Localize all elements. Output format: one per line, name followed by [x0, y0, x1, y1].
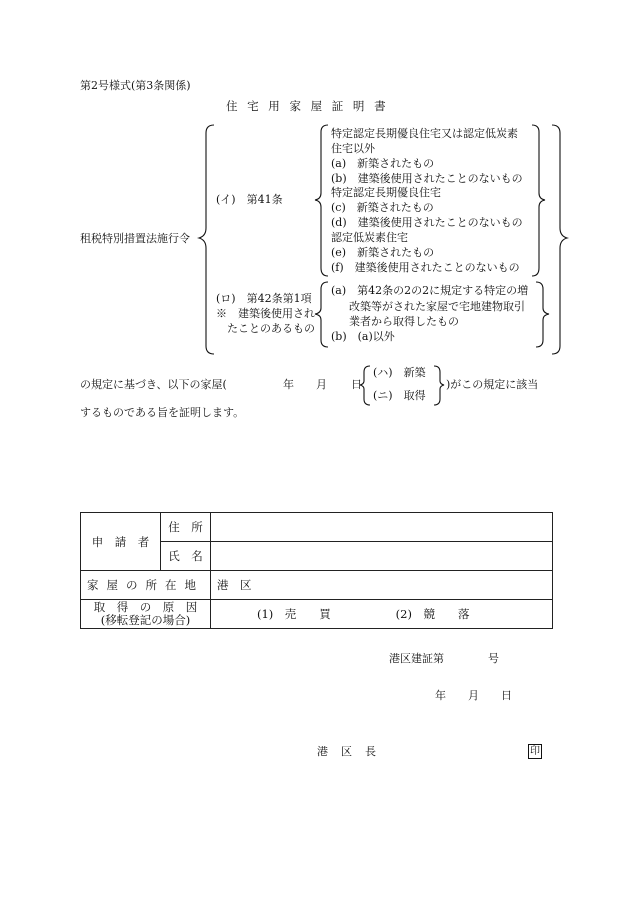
i-option-2: (a) 新築されたもの: [331, 157, 435, 170]
sentence-month: 月: [316, 378, 327, 391]
i-option-0: 特定認定長期優良住宅又は認定低炭素: [331, 127, 518, 140]
address-field[interactable]: [211, 513, 553, 542]
address-label: 住 所: [161, 513, 211, 542]
cause-note: (移転登記の場合): [100, 613, 191, 627]
option-ni: (ニ) 取得: [373, 389, 426, 402]
cause-option-sale[interactable]: (1) 売 買: [257, 607, 331, 621]
sentence-part1: の規定に基づき、以下の家屋(: [80, 378, 227, 391]
clause-ro-line1: (ロ) 第42条第1項: [216, 292, 312, 305]
i-option-6: (d) 建築後使用されたことのないもの: [331, 216, 523, 229]
ro-option-3: (b) (a)以外: [331, 330, 395, 343]
applicant-label: 申 請 者: [81, 513, 161, 571]
ro-option-2: 業者から取得したもの: [349, 315, 459, 328]
document-title: 住 宅 用 家 屋 証 明 書: [226, 99, 389, 113]
location-label: 家屋の所在地: [81, 571, 211, 600]
ro-option-1: 改築等がされた家屋で宅地建物取引: [349, 300, 525, 313]
name-field[interactable]: [211, 542, 553, 571]
i-option-9: (f) 建築後使用されたことのないもの: [331, 261, 520, 274]
name-label: 氏 名: [161, 542, 211, 571]
form-number: 第2号様式(第3条関係): [80, 79, 191, 92]
i-option-7: 認定低炭素住宅: [331, 231, 408, 244]
mayor-title: 港 区 長: [317, 745, 377, 758]
i-option-4: 特定認定長期優良住宅: [331, 186, 441, 199]
i-option-3: (b) 建築後使用されたことのないもの: [331, 172, 523, 185]
sentence-year: 年: [283, 378, 294, 391]
clause-ro-line3: たことのあるもの: [227, 322, 315, 335]
certificate-number: 港区建証第 号: [389, 652, 499, 665]
clause-i: (イ) 第41条: [216, 193, 283, 206]
location-value: 港 区: [211, 571, 553, 600]
seal-stamp: 印: [530, 746, 540, 757]
i-option-5: (c) 新築されたもの: [331, 201, 434, 214]
cause-label: 取 得 の 原 因: [93, 600, 198, 614]
cause-label-cell: [81, 600, 211, 629]
i-option-1: 住宅以外: [331, 142, 375, 155]
sentence-day: 日: [351, 378, 362, 391]
sentence-line2: するものである旨を証明します。: [80, 406, 245, 419]
law-label: 租税特別措置法施行令: [80, 232, 190, 245]
sentence-part2: )がこの規定に該当: [446, 378, 539, 391]
cause-option-auction[interactable]: (2) 競 落: [395, 607, 470, 621]
ro-option-0: (a) 第42条の2の2に規定する特定の増: [331, 284, 529, 297]
issue-date: 年 月 日: [435, 689, 512, 702]
clause-ro-line2: ※ 建築後使用され: [216, 307, 315, 320]
i-option-8: (e) 新築されたもの: [331, 246, 435, 259]
option-ha: (ハ) 新築: [373, 366, 426, 379]
applicant-table: [80, 512, 553, 629]
cause-options: [211, 600, 553, 629]
